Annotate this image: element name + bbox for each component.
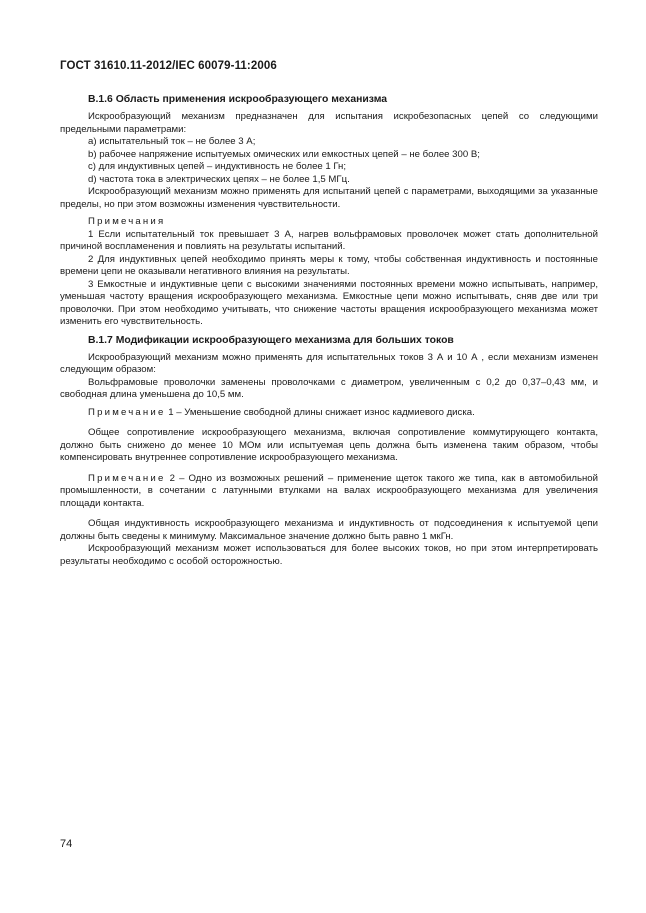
section-b17-p2: Вольфрамовые проволочки заменены проволочками с диаметром, увеличенным с 0,2 до 0,37–0,43 мм, и свободная длина уменьшена до 10,5 мм.	[60, 376, 598, 400]
page-number: 74	[60, 838, 73, 850]
list-item: a) испытательный ток – не более 3 А;	[88, 136, 256, 147]
list-item: c) для индуктивных цепей – индуктивность не более 1 Гн;	[88, 161, 347, 172]
document-header: ГОСТ 31610.11-2012/IEC 60079-11:2006	[60, 60, 277, 72]
notes-label: Примечания	[88, 216, 166, 227]
section-b17-p1: Искрообразующий механизм можно применять для испытательных токов 3 А и 10 А , если механизм изменен следующим образом:	[60, 351, 598, 375]
note-item: 3 Емкостные и индуктивные цепи с высокими значениями постоянных времени можно испытывать, например, уменьшая частоту вращения искрообразующего механизма. Емкостные цепи можно испытывать, сняв две или три проволочки. При этом необходимо учитывать, что снижение частоты вращения искрообразующего механизма может изменить его чувствительность.	[60, 278, 598, 327]
section-b16-intro: Искрообразующий механизм предназначен для испытания искробезопасных цепей со следующими предельными параметрами:	[60, 111, 598, 135]
section-b17-p4: Общая индуктивность искрообразующего механизма и индуктивность от подсоединения к испытуемой цепи должны быть сведены к минимуму. Максимальное значение должно быть равно 1 мкГн.	[60, 518, 598, 542]
document-body	[60, 93, 598, 568]
note-1-text: 1 – Уменьшение свободной длины снижает износ кадмиевого диска.	[165, 406, 475, 418]
note-2-text: 2 – Одно из возможных решений – применение щеток такого же типа, как в автомобильной промышленности, в сочетании с латунными втулками на валах искрообразующего механизма для увеличения площади контакта.	[60, 472, 598, 509]
note-item: 2 Для индуктивных цепей необходимо принять меры к тому, чтобы собственная индуктивность и постоянные времени цепи не оказывали негативного влияния на результаты.	[60, 253, 598, 277]
section-b16-closing: Искрообразующий механизм можно применять для испытаний цепей с параметрами, выходящими за указанные пределы, но при этом возможны изменения чувствительности.	[60, 186, 598, 210]
note-2-label: Примечание	[88, 472, 166, 484]
section-b17-p3: Общее сопротивление искрообразующего механизма, включая сопротивление коммутирующего контакта, должно быть снижено до менее 10 МОм или испытуемая цепь должна быть изменена таким образом, чтобы компенсировать внутреннее сопротивление искрообразующего механизма.	[60, 427, 598, 463]
section-b17-p5: Искрообразующий механизм может использоваться для более высоких токов, но при этом интерпретировать результаты необходимо с особой осторожностью.	[60, 543, 598, 567]
list-item: d) частота тока в электрических цепях – не более 1,5 МГц.	[88, 173, 350, 185]
section-b16-title: В.1.6 Область применения искрообразующего механизма	[88, 94, 388, 105]
list-item: b) рабочее напряжение испытуемых омических или емкостных цепей – не более 300 В;	[88, 148, 480, 160]
note-1-label: Примечание	[88, 406, 166, 418]
note-item: 1 Если испытательный ток превышает 3 А, нагрев вольфрамовых проволочек может стать дополнительной причиной воспламенения и повлиять на результаты испытаний.	[60, 228, 598, 252]
section-b17-title: В.1.7 Модификации искрообразующего механизма для больших токов	[88, 334, 454, 346]
note-1	[60, 407, 598, 420]
note-2	[60, 473, 598, 511]
